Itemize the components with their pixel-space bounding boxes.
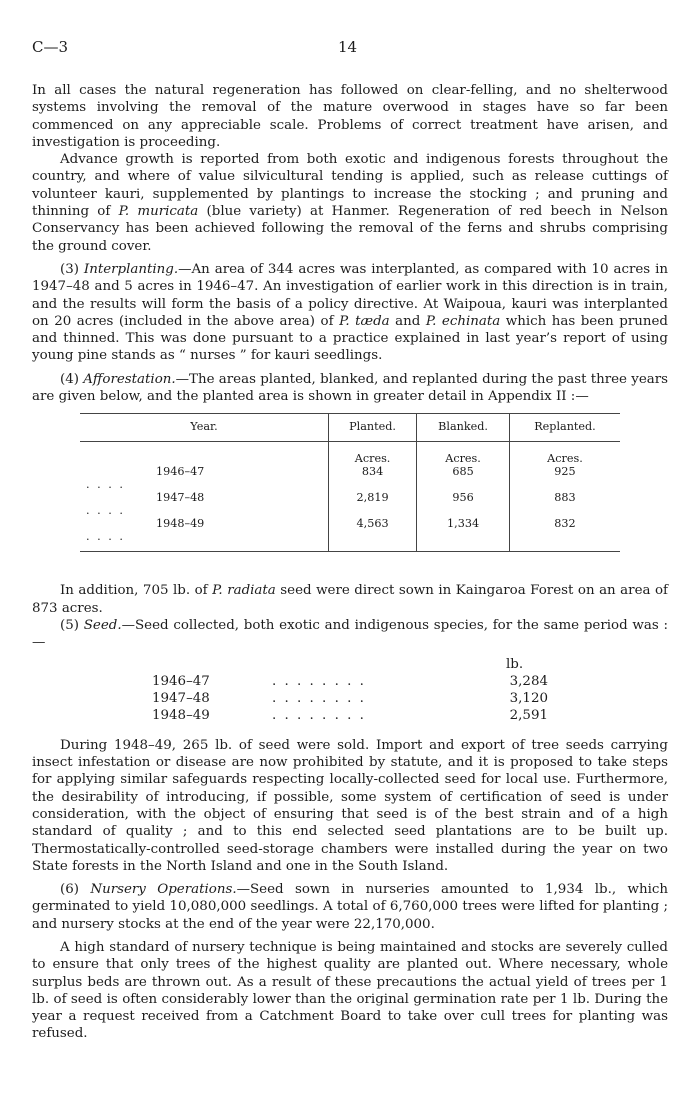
planted-value: 2,819 <box>329 491 417 517</box>
unit-label: Acres. <box>329 442 417 466</box>
paragraph-nursery-technique: A high standard of nursery technique is being maintained and stocks are severely culled to ensure that only trees of the highest quality are planted out. Where necessary, whole surplus beds are thrown out. As a result of these precautions the actual yield of trees per 1 lb. of seed is often considerably lower than the original germination rate per 1 lb. During the year a request received from a Catchment Board to take over cull trees for planting was refused. <box>32 939 668 1042</box>
paragraph-nursery-operations: (6) Nursery Operations.—Seed sown in nurseries amounted to 1,934 lb., which germinated to yield 10,080,000 seedlings. A total of 6,760,000 trees were lifted for planting ; and nursery stocks at the end of the year were 22,170,000. <box>32 882 668 932</box>
leader-dots: . . . . <box>86 504 125 518</box>
document-body <box>32 82 668 1043</box>
blanked-value: 1,334 <box>417 517 510 552</box>
column-header-blanked: Blanked. <box>417 414 510 442</box>
leader-dots: . . . . . . . . <box>272 673 366 689</box>
paragraph-regeneration: In all cases the natural regeneration has followed on clear-felling, and no shelterwood systems involving the removal of the mature overwood in stages have so far been commenced on any appreciable scale. Problems of correct treatment have arisen, and investigation is proceeding. <box>32 83 668 150</box>
paragraph-advance-growth: Advance growth is reported from both exotic and indigenous forests throughout the country, and where of value silvicultural tending is applied, such as release cuttings of volunteer kauri, supplemented by plantings to increase the stocking ; and pruning and thinning of P. muricata (blue variety) at Hanmer. Regeneration of red beech in Nelson Conservancy has been achieved following the removal of the ferns and shrubs comprising the ground cover. <box>32 152 668 254</box>
unit-label: Acres. <box>417 442 510 466</box>
table-row <box>80 491 620 517</box>
column-header-replanted: Replanted. <box>509 414 620 442</box>
paragraph-afforestation: (4) Afforestation.—The areas planted, blanked, and replanted during the past three years are given below, and the planted area is shown in greater detail in Appendix II :— <box>32 371 668 405</box>
column-header-year: Year. <box>80 414 329 442</box>
seed-list <box>152 656 548 725</box>
species-name: P. echinata <box>425 313 501 329</box>
leader-dots: . . . . . . . . <box>272 691 366 707</box>
paragraph-direct-sowing: In addition, 705 lb. of P. radiata seed were direct sown in Kaingaroa Forest on an area of 873 acres. <box>32 583 668 616</box>
table-units-row <box>80 442 620 466</box>
species-name: P. tæda <box>339 313 390 329</box>
replanted-value: 925 <box>509 465 620 491</box>
table-row <box>80 465 620 491</box>
section-heading-interplanting: Interplanting. <box>83 261 179 277</box>
blanked-value: 685 <box>417 465 510 491</box>
row-year: 1946–47 <box>156 465 205 479</box>
paragraph-seed: (5) Seed.—Seed collected, both exotic and indigenous species, for the same period was :— <box>32 617 668 651</box>
paragraph-interplanting: (3) Interplanting.—An area of 344 acres was interplanted, as compared with 10 acres in 1947–48 and 5 acres in 1946–47. An investigation of earlier work in this direction is in train, and the results will form the basis of a policy directive. At Waipoua, kauri was interplanted on 20 acres (included in the above area) of P. tæda and P. echinata which has been pruned and thinned. This was done pursuant to a practice explained in last year’s report of using young pine stands as “ nurses ” for kauri seedlings. <box>32 261 668 364</box>
unit-label: Acres. <box>509 442 620 466</box>
document-code: C—3 <box>32 38 69 56</box>
page-header <box>32 38 668 58</box>
row-year: 1948–49 <box>156 517 205 531</box>
afforestation-table <box>80 413 620 552</box>
leader-dots: . . . . . . . . <box>272 708 366 724</box>
species-name: P. muricata <box>118 204 199 220</box>
blanked-value: 956 <box>417 491 510 517</box>
list-item <box>152 707 548 724</box>
section-heading-nursery: Nursery Operations. <box>90 882 237 898</box>
planted-value: 4,563 <box>329 517 417 552</box>
seed-year: 1948–49 <box>152 708 210 724</box>
list-item <box>152 690 548 707</box>
replanted-value: 883 <box>509 491 620 517</box>
seed-year: 1947–48 <box>152 691 210 707</box>
leader-dots: . . . . <box>86 478 125 492</box>
section-heading-seed: Seed. <box>83 617 122 633</box>
section-heading-afforestation: Afforestation. <box>83 371 176 387</box>
table-header-row <box>80 414 620 442</box>
seed-unit-row <box>152 656 548 673</box>
seed-value: 2,591 <box>509 708 548 724</box>
paragraph-seed-sales: During 1948–49, 265 lb. of seed were sold. Import and export of tree seeds carrying insect infestation or disease are now prohibited by statute, and it is proposed to take steps for applying similar safeguards respecting locally-collected seed for local use. Furthermore, the desirability of introducing, if possible, some system of certification of seed is under consideration, with the object of ensuring that seed is of the best strain and of a high standard of quality ; and to this end selected seed plantations are to be built up. Thermostatically-controlled seed-storage chambers were installed during the year on two State forests in the North Island and one in the South Island. <box>32 737 668 874</box>
replanted-value: 832 <box>509 517 620 552</box>
seed-value: 3,120 <box>509 691 548 707</box>
seed-value: 3,284 <box>509 673 548 689</box>
leader-dots: . . . . <box>86 530 125 544</box>
seed-unit: lb. <box>506 656 524 672</box>
column-header-planted: Planted. <box>329 414 417 442</box>
row-year: 1947–48 <box>156 491 205 505</box>
planted-value: 834 <box>329 465 417 491</box>
seed-year: 1946–47 <box>152 673 210 689</box>
page-number: 14 <box>338 38 358 56</box>
species-name: P. radiata <box>212 583 276 599</box>
list-item <box>152 673 548 690</box>
table-row <box>80 517 620 552</box>
